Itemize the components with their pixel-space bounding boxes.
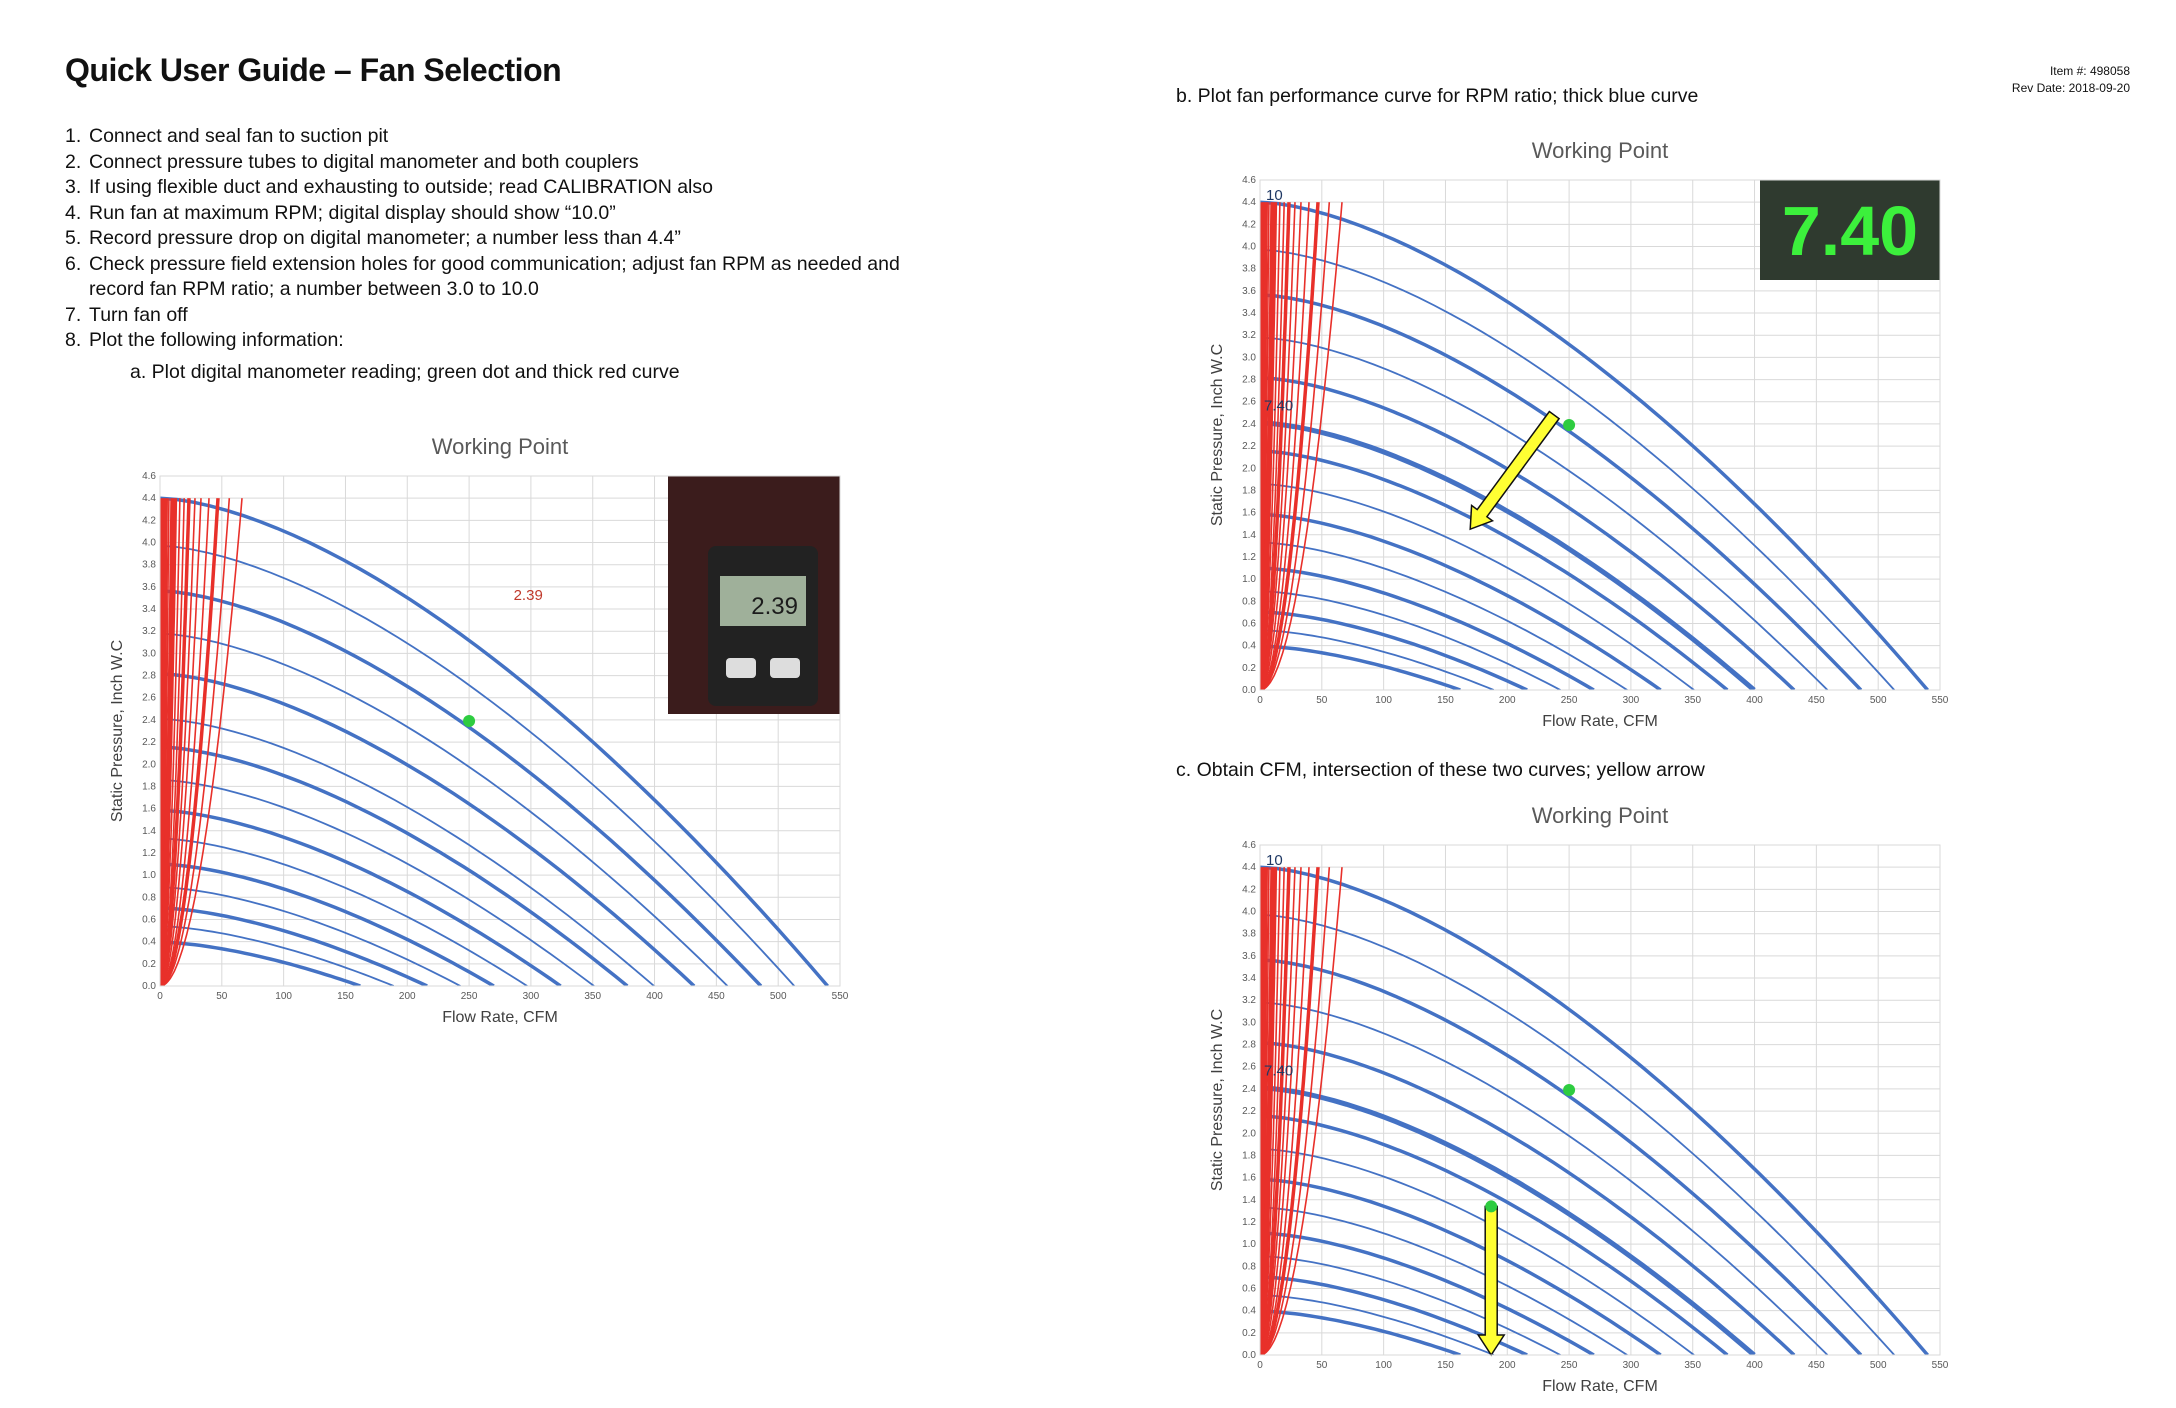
- y-tick-label: 4.2: [1242, 219, 1256, 231]
- y-tick-label: 0.2: [1242, 662, 1256, 674]
- y-tick-label: 4.6: [1242, 175, 1256, 186]
- y-tick-label: 3.0: [1242, 352, 1256, 364]
- y-axis-label: Static Pressure, Inch W.C: [1209, 343, 1226, 527]
- step-item: 5. Record pressure drop on digital manometer; a number less than 4.4”: [65, 227, 681, 249]
- working-point-dot: [1563, 1084, 1575, 1096]
- x-tick-label: 200: [1498, 695, 1516, 706]
- y-tick-label: 3.8: [1242, 263, 1256, 275]
- y-tick-label: 1.0: [1242, 574, 1256, 586]
- y-tick-label: 0.6: [142, 914, 156, 926]
- y-tick-label: 0.0: [1242, 1350, 1256, 1361]
- y-tick-label: 4.0: [142, 537, 156, 549]
- y-tick-label: 2.4: [142, 714, 156, 726]
- working-point-dot: [1563, 419, 1575, 431]
- x-tick-label: 400: [1746, 1360, 1763, 1371]
- manometer-reading: 2.39: [751, 593, 798, 620]
- y-tick-label: 3.0: [1242, 1017, 1256, 1029]
- step-item: 1. Connect and seal fan to suction pit: [65, 125, 389, 147]
- document-meta: [2012, 63, 2130, 97]
- y-tick-label: 2.6: [142, 692, 156, 704]
- fan-curve: [160, 634, 728, 987]
- y-tick-label: 2.0: [1242, 463, 1256, 475]
- y-tick-label: 0.8: [1242, 1261, 1256, 1273]
- y-tick-label: 2.8: [1242, 1039, 1256, 1051]
- y-axis-label: Static Pressure, Inch W.C: [109, 639, 126, 823]
- y-tick-label: 3.2: [1242, 995, 1256, 1007]
- rev-date: Rev Date: 2018-09-20: [2011, 81, 2130, 95]
- chart-title: Working Point: [431, 434, 569, 459]
- x-tick-label: 450: [1808, 1360, 1825, 1371]
- fan-curve: [1260, 960, 1861, 1355]
- y-tick-label: 0.0: [1242, 685, 1256, 696]
- y-tick-label: 2.0: [142, 759, 156, 771]
- working-point-chart-a: [100, 420, 870, 1040]
- y-tick-label: 1.8: [142, 781, 156, 793]
- x-tick-label: 250: [460, 991, 478, 1002]
- y-tick-label: 1.4: [1242, 1194, 1256, 1206]
- y-tick-label: 4.0: [1242, 906, 1256, 918]
- y-tick-label: 2.6: [1242, 396, 1256, 408]
- fan-curve: [1260, 514, 1661, 690]
- x-tick-label: 300: [522, 991, 540, 1002]
- step-item: 7. Turn fan off: [65, 303, 188, 326]
- working-point-dot: [463, 715, 475, 727]
- y-tick-label: 3.2: [1242, 330, 1256, 342]
- rpm-label-selected: 7.40: [1264, 1062, 1294, 1080]
- y-tick-label: 3.8: [142, 559, 156, 571]
- x-tick-label: 400: [1746, 695, 1763, 706]
- y-tick-label: 0.4: [142, 936, 156, 948]
- x-tick-label: 450: [708, 991, 725, 1002]
- x-tick-label: 100: [1375, 695, 1392, 706]
- y-tick-label: 1.4: [142, 825, 156, 837]
- y-tick-label: 3.6: [142, 581, 156, 593]
- x-tick-label: 50: [216, 991, 228, 1002]
- substep-a: a. Plot digital manometer reading; green dot and thick red curve: [130, 361, 680, 383]
- y-tick-label: 0.8: [1242, 596, 1256, 608]
- y-tick-label: 3.8: [1242, 928, 1256, 940]
- x-axis-label: Flow Rate, CFM: [1542, 1378, 1658, 1395]
- fan-curve: [1260, 338, 1828, 691]
- x-tick-label: 300: [1622, 1360, 1640, 1371]
- y-tick-label: 3.2: [142, 626, 156, 638]
- x-tick-label: 550: [831, 991, 849, 1002]
- x-tick-label: 500: [1869, 1360, 1887, 1371]
- y-tick-label: 0.8: [142, 892, 156, 904]
- working-point-dot: [1485, 1200, 1497, 1212]
- x-tick-label: 250: [1560, 695, 1578, 706]
- manometer-button-left: [726, 658, 756, 678]
- y-tick-label: 1.6: [1242, 507, 1256, 519]
- y-tick-label: 3.4: [1242, 973, 1256, 985]
- y-tick-label: 1.8: [1242, 1150, 1256, 1162]
- x-tick-label: 200: [1498, 1360, 1516, 1371]
- y-tick-label: 2.0: [1242, 1128, 1256, 1140]
- step-item: 6. Check pressure field extension holes for good communication; adjust fan RPM as needed and record fan RPM ratio; a number between 3.0 to 10.0: [65, 252, 900, 300]
- x-axis-label: Flow Rate, CFM: [1542, 713, 1658, 730]
- y-tick-label: 2.2: [1242, 1106, 1256, 1118]
- chart-title: Working Point: [1531, 138, 1669, 163]
- working-point-chart-c: [1200, 797, 1970, 1407]
- y-tick-label: 2.4: [1242, 1083, 1256, 1095]
- y-tick-label: 2.2: [142, 737, 156, 749]
- x-tick-label: 50: [1316, 1360, 1328, 1371]
- step-item: 4. Run fan at maximum RPM; digital display should show “10.0”: [65, 201, 616, 224]
- y-tick-label: 2.4: [1242, 418, 1256, 430]
- y-tick-label: 0.6: [1242, 1283, 1256, 1295]
- y-tick-label: 1.6: [142, 803, 156, 815]
- y-tick-label: 4.6: [142, 471, 156, 482]
- x-tick-label: 450: [1808, 695, 1825, 706]
- x-tick-label: 500: [769, 991, 787, 1002]
- manometer-button-right: [770, 658, 800, 678]
- rpm-label-selected: 7.40: [1264, 397, 1294, 415]
- x-tick-label: 400: [646, 991, 663, 1002]
- fan-curve: [1260, 295, 1861, 690]
- fan-curve: [1260, 378, 1794, 690]
- fan-curve: [160, 810, 561, 986]
- y-tick-label: 0.2: [1242, 1327, 1256, 1339]
- x-tick-label: 0: [1257, 695, 1263, 706]
- y-tick-label: 1.2: [1242, 1216, 1256, 1228]
- y-tick-label: 4.6: [1242, 840, 1256, 851]
- y-tick-label: 4.2: [142, 515, 156, 527]
- step-item: 8. Plot the following information:: [65, 329, 344, 351]
- yellow-arrow: [1470, 412, 1559, 530]
- y-tick-label: 4.2: [1242, 884, 1256, 896]
- y-tick-label: 4.4: [1242, 197, 1256, 209]
- y-tick-label: 3.0: [142, 648, 156, 660]
- x-tick-label: 0: [1257, 1360, 1263, 1371]
- working-point-chart-b: [1200, 130, 1970, 740]
- y-tick-label: 0.6: [1242, 618, 1256, 630]
- plot-area: [1260, 845, 1940, 1355]
- x-tick-label: 350: [584, 991, 602, 1002]
- y-tick-label: 2.8: [142, 670, 156, 682]
- x-tick-label: 350: [1684, 695, 1702, 706]
- chart-title: Working Point: [1531, 803, 1669, 828]
- y-tick-label: 3.6: [1242, 950, 1256, 962]
- substep-b: b. Plot fan performance curve for RPM ratio; thick blue curve: [1176, 85, 1699, 107]
- x-tick-label: 500: [1869, 695, 1887, 706]
- x-tick-label: 150: [1437, 695, 1454, 706]
- x-tick-label: 200: [398, 991, 416, 1002]
- x-tick-label: 150: [1437, 1360, 1454, 1371]
- y-tick-label: 0.4: [1242, 1305, 1256, 1317]
- y-tick-label: 2.8: [1242, 374, 1256, 386]
- y-tick-label: 1.8: [1242, 485, 1256, 497]
- fan-curve: [1260, 1179, 1661, 1355]
- substep-c: c. Obtain CFM, intersection of these two curves; yellow arrow: [1176, 759, 1705, 781]
- y-tick-label: 2.6: [1242, 1061, 1256, 1073]
- y-tick-label: 3.6: [1242, 285, 1256, 297]
- y-axis-label: Static Pressure, Inch W.C: [1209, 1008, 1226, 1192]
- y-tick-label: 0.2: [142, 958, 156, 970]
- y-tick-label: 4.4: [1242, 862, 1256, 874]
- y-tick-label: 1.2: [1242, 551, 1256, 563]
- y-tick-label: 1.0: [142, 870, 156, 882]
- x-tick-label: 0: [157, 991, 163, 1002]
- x-tick-label: 100: [1375, 1360, 1392, 1371]
- x-axis-label: Flow Rate, CFM: [442, 1009, 558, 1026]
- step-item: 3. If using flexible duct and exhausting to outside; read CALIBRATION also: [65, 176, 713, 198]
- y-tick-label: 1.0: [1242, 1239, 1256, 1251]
- y-tick-label: 2.2: [1242, 441, 1256, 453]
- x-tick-label: 150: [337, 991, 354, 1002]
- y-tick-label: 4.0: [1242, 241, 1256, 253]
- y-tick-label: 1.2: [142, 847, 156, 859]
- y-tick-label: 3.4: [1242, 308, 1256, 320]
- x-tick-label: 50: [1316, 695, 1328, 706]
- led-reading: 7.40: [1781, 192, 1919, 270]
- x-tick-label: 300: [1622, 695, 1640, 706]
- reading-label: 2.39: [513, 587, 543, 605]
- x-tick-label: 550: [1931, 695, 1949, 706]
- fan-curve: [160, 674, 694, 986]
- y-tick-label: 1.4: [1242, 529, 1256, 541]
- fan-curve: [1260, 1003, 1828, 1356]
- y-tick-label: 3.4: [142, 604, 156, 616]
- y-tick-label: 0.0: [142, 981, 156, 992]
- y-tick-label: 0.4: [1242, 640, 1256, 652]
- instruction-steps: [65, 124, 905, 354]
- rpm-label-top: 10: [1266, 186, 1283, 204]
- item-number: Item #: 498058: [2049, 64, 2130, 78]
- step-item: 2. Connect pressure tubes to digital manometer and both couplers: [65, 150, 639, 173]
- fan-curve: [1260, 1043, 1794, 1355]
- x-tick-label: 350: [1684, 1360, 1702, 1371]
- rpm-label-top: 10: [1266, 851, 1283, 869]
- x-tick-label: 100: [275, 991, 292, 1002]
- x-tick-label: 550: [1931, 1360, 1949, 1371]
- y-tick-label: 1.6: [1242, 1172, 1256, 1184]
- page-title: Quick User Guide – Fan Selection: [65, 52, 562, 88]
- y-tick-label: 4.4: [142, 493, 156, 505]
- x-tick-label: 250: [1560, 1360, 1578, 1371]
